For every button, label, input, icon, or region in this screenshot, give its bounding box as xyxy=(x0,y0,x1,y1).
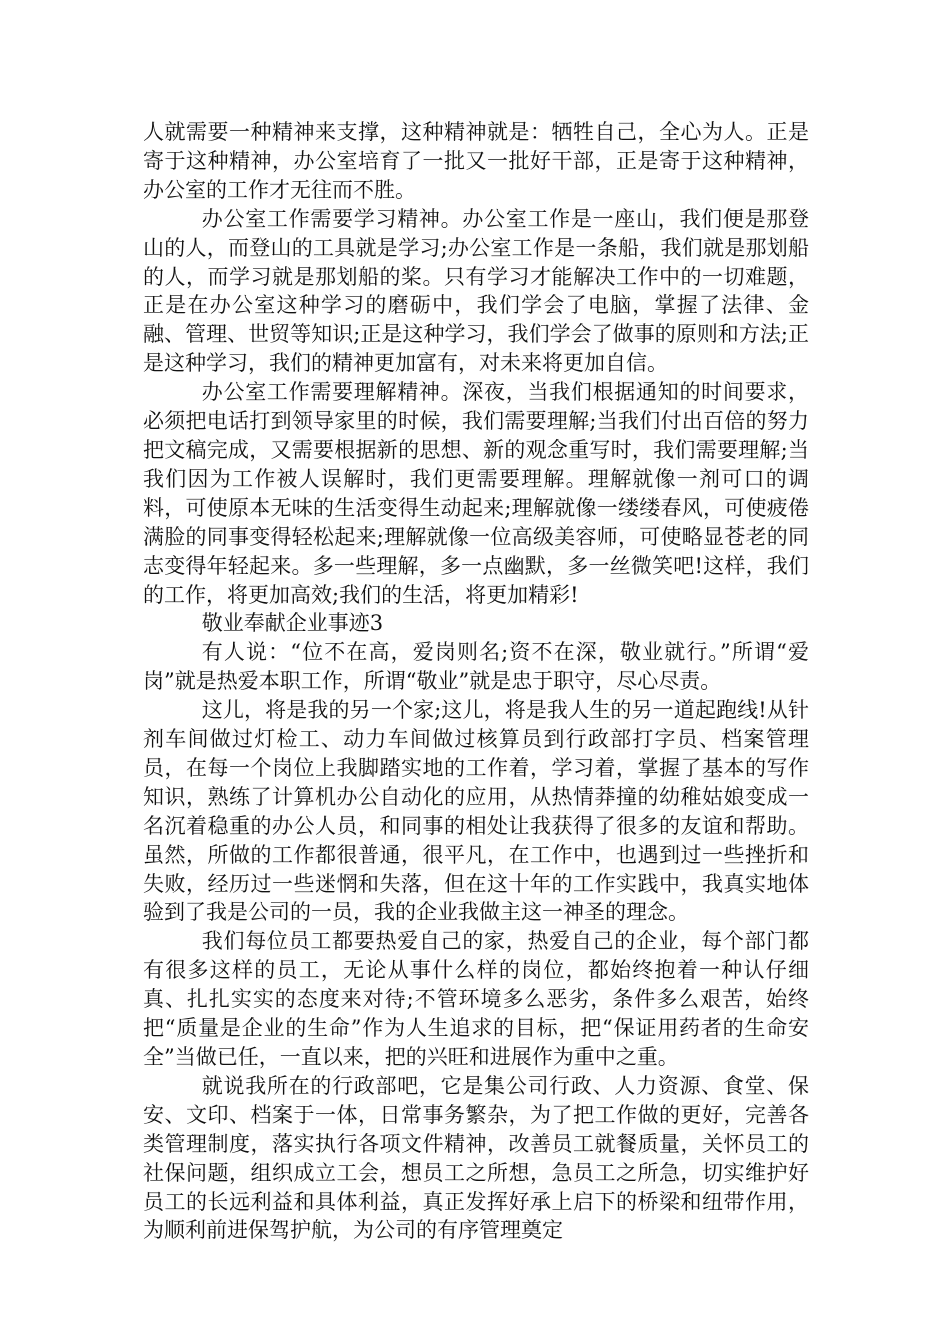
paragraph-5: 这儿，将是我的另一个家;这儿，将是我人生的另一道起跑线!从针剂车间做过灯检工、动力车间做过核算员到行政部打字员、档案管理员，在每一个岗位上我脚踏实地的工作着，学习着，掌握了基本的写作知识，熟练了计算机办公自动化的应用，从热情莽撞的幼稚姑娘变成一名沉着稳重的办公人员，和同事的相处让我获得了很多的友谊和帮助。虽然，所做的工作都很普通，很平凡，在工作中，也遇到过一些挫折和失败，经历过一些迷惘和失落，但在这十年的工作实践中，我真实地体验到了我是公司的一员，我的企业我做主这一神圣的理念。 xyxy=(143,698,809,925)
paragraph-1: 人就需要一种精神来支撑，这种精神就是：牺牲自己，全心为人。正是寄于这种精神，办公室培育了一批又一批好干部，正是寄于这种精神，办公室的工作才无往而不胜。 xyxy=(143,120,809,202)
paragraph-4: 有人说：“位不在高，爱岗则名;资不在深，敬业就行。”所谓“爱岗”就是热爱本职工作，所谓“敬业”就是忠于职守，尽心尽责。 xyxy=(143,640,809,694)
document-page xyxy=(143,118,809,1245)
paragraph-6: 我们每位员工都要热爱自己的家，热爱自己的企业，每个部门都有很多这样的员工，无论从事什么样的岗位，都始终抱着一种认仔细真、扎扎实实的态度来对待;不管环境多么恶劣，条件多么艰苦，始终把“质量是企业的生命”作为人生追求的目标，把“保证用药者的生命安全”当做已任，一直以来，把的兴旺和进展作为重中之重。 xyxy=(143,929,809,1069)
paragraph-7: 就说我所在的行政部吧，它是集公司行政、人力资源、食堂、保安、文印、档案于一体，日常事务繁杂，为了把工作做的更好，完善各类管理制度，落实执行各项文件精神，改善员工就餐质量，关怀员工的社保问题，组织成立工会，想员工之所想，急员工之所急，切实维护好员工的长远利益和具体利益，真正发挥好承上启下的桥梁和纽带作用，为顺利前进保驾护航，为公司的有序管理奠定 xyxy=(143,1073,809,1243)
paragraph-3: 办公室工作需要理解精神。深夜，当我们根据通知的时间要求，必须把电话打到领导家里的时候，我们需要理解;当我们付出百倍的努力把文稿完成，又需要根据新的思想、新的观念重写时，我们需要理解;当我们因为工作被人误解时，我们更需要理解。理解就像一剂可口的调料，可使原本无味的生活变得生动起来;理解就像一缕缕春风，可使疲倦满脸的同事变得轻松起来;理解就像一位高级美容师，可使略显苍老的同志变得年轻起来。多一些理解，多一点幽默，多一丝微笑吧!这样，我们的工作，将更加高效;我们的生活，将更加精彩! xyxy=(143,380,809,607)
paragraph-2: 办公室工作需要学习精神。办公室工作是一座山，我们便是那登山的人，而登山的工具就是学习;办公室工作是一条船，我们就是那划船的人，而学习就是那划船的桨。只有学习才能解决工作中的一切难题，正是在办公室这种学习的磨砺中，我们学会了电脑，掌握了法律、金融、管理、世贸等知识;正是这种学习，我们学会了做事的原则和方法;正是这种学习，我们的精神更加富有，对未来将更加自信。 xyxy=(143,206,809,376)
section-heading: 敬业奉献企业事迹3 xyxy=(201,611,384,636)
